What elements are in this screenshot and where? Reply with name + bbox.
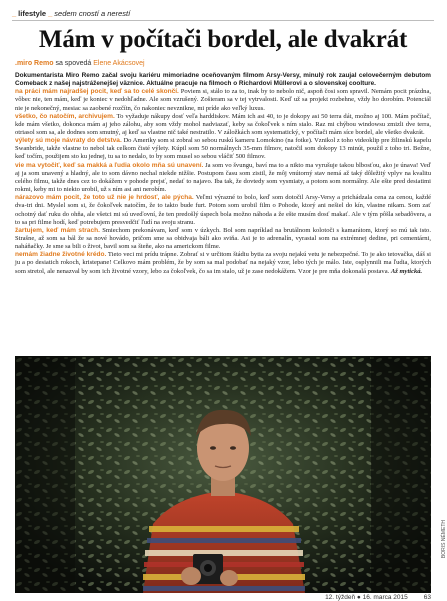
portrait-illustration (15, 356, 431, 593)
issue-date: 12. týždeň ● 16. marca 2015 (325, 594, 408, 601)
photo-credit: BORIS NÉMETH (441, 520, 447, 559)
paragraph-text: Ja som vo švungu, baví ma to a nikto ma vyrušuje takou blbosťou, ako je únava! Veď aj ja som unavený a hladný, ale to som dávno nechal niekde nižšie. Postupom času som zistil, že môj vnútorný stav nemá až taký dôležitý vplyv na kvalitu celého filmu, takže dnes cez to dokážem v pohode prejsť, nedať to najavo. Iba tak, že dovtedy som vysmiaty, a potom som normálny. Ale ešte pred desiatimi rokmi, keby mi to niekto urobil, už s ním asi ani nerobím. (15, 161, 431, 194)
paragraph-lead: výlety sú moje návraty do detstva. (15, 137, 122, 145)
article-paragraph (15, 251, 431, 275)
paragraph-lead: nemám žiadne životné krédo. (15, 251, 107, 259)
article-paragraph (15, 162, 431, 195)
byline-interviewer: Elene Akácsovej (93, 60, 145, 67)
section-label: lifestyle (18, 9, 47, 18)
article-closing: Až mytická. (390, 267, 423, 275)
article-paragraph (15, 137, 431, 161)
paragraph-text: Veľmi výrazné to bolo, keď som dotočil Arsy-Versy a prichádzala cena za cenou, každé dva-tri dni. Myslel som si, že čokoľvek natočím, že to takto bude furt. Potom som urobil film o Pohode, ktorý ani nešiel do kín, vlastne nikam. Som zať ochotný dať ruku do ohňa, ale všetci mi sú uveďovní, že ten predošlý úspech bola možno náhoda a že ešte musím dosť makať. Ale v tým pôšla sebadôvera, a to sa pri filme hodí, keď potrebujem presvedčiť ľudí na svoju stranu. (15, 194, 431, 226)
paragraph-lead: žartujem, keď mám strach. (15, 226, 100, 234)
page-number: 63 (423, 594, 431, 601)
paragraph-lead: nárazovo mám pocit, že toto už nie je hrdosť, ale pýcha. (15, 194, 194, 202)
rubric-divider (12, 20, 434, 21)
paragraph-lead: na práci mám najradšej pocit, keď sa to celé skončí. (15, 88, 179, 96)
byline (15, 60, 145, 67)
paragraph-lead: vie ma vytočiť, keď sa makká a ľudia okolo mňa sú unavení. (15, 161, 204, 169)
section-rubric (12, 9, 130, 18)
article-intro: Dokumentarista Miro Remo začal svoju kariéru mimoriadne oceňovaným filmom Arsy-Versy, minulý rok zaujal celovečerným debutom Comeback z našej najstráženejšej väznice. Aktuálne pracuje na filmoch o Richardovi Müllerovi a o slovenskej coolture. (15, 72, 431, 88)
paragraph-text: Do Ameriky som si zobral so sebou ruskú kameru Lomokino (na fotke). Vznikol z toho videoklip pre žilinskú kapelu Swanbride, takže vlastne to nebol tak celkom čisté výlety. Kúpil som 50 normálnych 35-mm filmov, natočil som dokopy 13 minút, použil z toho tri. Bežne, keď točím, použijem sto ku jednej, tu sa to nedalo, to by som musel so sebou vláčiť 500 filmov. (15, 137, 431, 161)
rubric-separator: _ (48, 9, 53, 18)
byline-connector: sa spovedá (53, 60, 94, 67)
paragraph-text: Tieto veci mi prídu trápne. Zobrať si v určitom štádiu bytia za svoju nejakú vetu je nebezpečné. To je ako tetovačka, dáš si ju a po desiatich rokoch, kristepane! Celkovo mám problém, že by som sa mal podobať na nejaký vzor, lebo tých je málo. Iste, osplynnili ma ľudia, ktorých som stretol, ale nenazval by som ich životné vzory, lebo za čokoľvek, čo sa im stalo, už je zase nedokážem. Vzor je pre mňa dokonalá postava. (15, 251, 431, 275)
rubric-marker: _ (12, 9, 17, 18)
article-paragraph (15, 194, 431, 227)
article-headline: Mám v počítači bordel, ale dvakrát (38, 26, 408, 53)
article-paragraph (15, 227, 431, 251)
paragraph-text: To vyžaduje nákupy dosť veľa harddiskov. Mám ich asi 40, to je dokopy asi 50 terra dát, možno aj 100. Mám počítač, kde mám všetko, dokonca mám aj jeho zálohu, aby som vždy mohol nadviazať, keby sa čokoľvek s ním stalo. Raz mi chýbou windowsu zmizli dve terra, otriasol som sa, ale dodnes som smutný, aj keď sa vlastne nič také nestratilo. V záložkách som systematický, v počítači mám síce bordel, ale všetko dvakrát. (15, 112, 432, 136)
paragraph-text: Poviem si, stálo to za to, inak by to nebolo nič, aspoň čosi som spravil. Nemám pocit prázdna, vôbec nie, ten mám, keď je koniec v nedohľadne. Ale som vzrušený. Zošieram sa v tej vytrvalosti. Keď už sa projekt rozbehne, vždy ho dorobím. Potenciál nie je nekonečný, mesiac sa zaobené rozčítn, čo nakoniec nevznikne, mi príde ako veľký luxus. (15, 88, 431, 112)
article-paragraph (15, 113, 431, 137)
article-body (15, 72, 431, 355)
subsection-label: sedem cností a nerestí (54, 9, 131, 18)
byline-subject: .miro Remo (15, 60, 54, 67)
article-paragraph (15, 88, 431, 112)
portrait-photo (15, 356, 431, 593)
paragraph-text: Smiechom prekonávam, keď som v úzkych. Bol som napríklad na brutálnom kolotoči s kamarátom, ktorý so mú tak isto. Strašne, až som sa bál že sa nové hovádo, pričom sme sa obidvaja báli ako sviňa. Asi je to adrenalín, vyrastal som na extrémnej dedine, pri cementárni, naháňačky. Je sme sa bili o život, bavil som sa šteňe, ako na americkom filme. (15, 226, 431, 251)
page-footer (325, 594, 431, 601)
paragraph-lead: všetko, čo natočím, archivujem. (15, 112, 115, 120)
